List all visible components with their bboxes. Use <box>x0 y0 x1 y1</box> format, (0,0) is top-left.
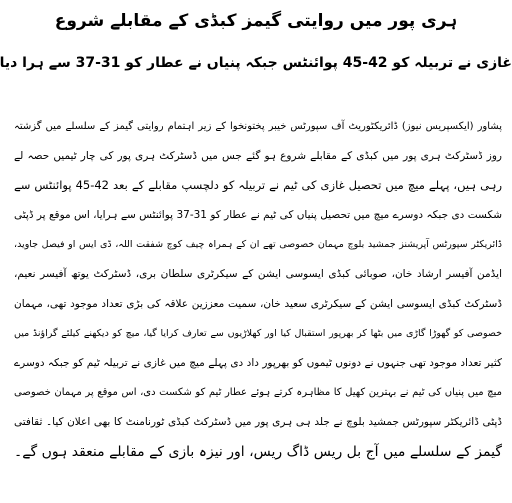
article-body-line: روز ڈسٹرکٹ ہری پور میں کبڈی کے مقابلے شروع ہو گئے جس میں ڈسٹرکٹ ہری پور کی چار ٹیمیں حصہ لے <box>14 149 502 162</box>
article-subheadline: غازی نے تربیلہ کو 42-45 پوائنٹس جبکہ پنیاں نے عطار کو 31-37 سے ہرا دیا <box>0 55 512 71</box>
article-body-line: میچ میں پنیاں کی ٹیم نے بہترین کھیل کا مظاہرہ کرتے ہوئے عطار ٹیم کو شکست دی، اس موقع پر مہمان خصوصی <box>14 387 502 399</box>
article-body-line: ڈسٹرکٹ کبڈی ایسوسی ایشن کے سیکرٹری سعید خان، سمیت معززین علاقہ کی بڑی تعداد موجود تھی، مہمان <box>14 297 502 310</box>
article-body-line: ایڈمن آفیسر ارشاد خان، صوبائی کبڈی ایسوسی ایشن کے سیکرٹری سلطان بری، ڈسٹرکٹ یوتھ آفیسر نعیم، <box>14 267 502 280</box>
article-body-line: شکست دی جبکہ دوسرے میچ میں تحصیل پنیاں کی ٹیم نے عطار کو 31-37 پوائنٹس سے ہرایا، اس موقع پر ڈپٹی <box>14 208 502 221</box>
article-body-line: رہی ہیں، پہلے میچ میں تحصیل غازی کی ٹیم نے تربیلہ کو دلچسپ مقابلے کے بعد 42-45 پوائنٹس سے <box>14 178 502 193</box>
article-body-line: ڈائریکٹر سپورٹس آپریشنز جمشید بلوچ مہمان خصوصی تھے ان کے ہمراہ چیف کوچ شفقت اللہ، ڈی ایس او فیصل جاوید، <box>14 239 502 251</box>
article-body-line: کثیر تعداد موجود تھی جنہوں نے دونوں ٹیموں کو بھرپور داد دی پہلے میچ میں غازی نے تربیلہ ٹیم کو جبکہ دوسرے <box>14 356 502 369</box>
article-body <box>14 112 502 467</box>
article-body-line: پشاور (ایکسپریس نیوز) ڈائریکٹوریٹ آف سپورٹس خیبر پختونخوا کے زیر اہتمام روایتی گیمز کے سلسلے میں گزشتہ <box>14 121 502 132</box>
article-body-line: گیمز کے سلسلے میں آج بل ریس ڈاگ ریس، اور نیزہ بازی کے مقابلے منعقد ہوں گے۔ <box>14 443 502 460</box>
article-body-line: ڈپٹی ڈائریکٹر سپورٹس جمشید بلوچ نے جلد ہی ہری پور میں ڈسٹرکٹ کبڈی ٹورنامنٹ کا بھی اعلان کیا۔ ثقافتی <box>14 415 502 428</box>
article-headline: ہری پور میں روایتی گیمز کبڈی کے مقابلے شروع <box>54 11 458 31</box>
article-body-line: خصوصی کو گھوڑا گاڑی میں بٹھا کر بھرپور استقبال کیا اور کھلاڑیوں سے تعارف کرایا گیا، میچ کو دیکھنے کیلئے گراؤنڈ میں <box>14 328 502 340</box>
